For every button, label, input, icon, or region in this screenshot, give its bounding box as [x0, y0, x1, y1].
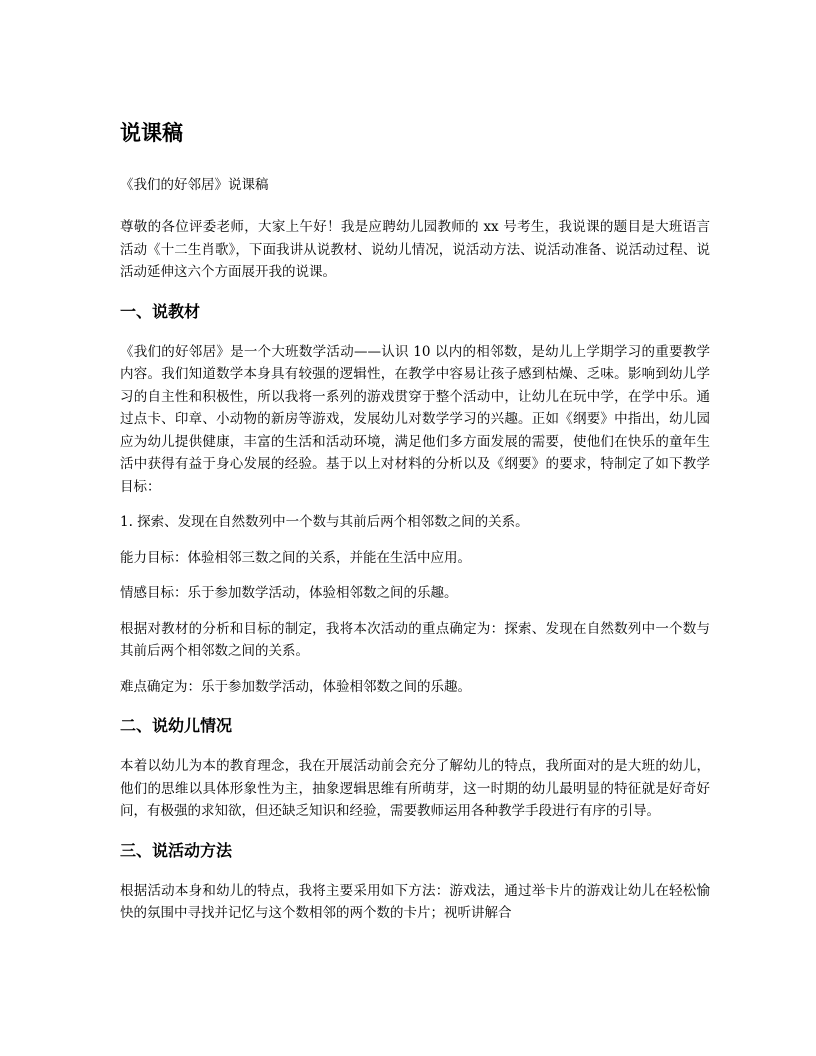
section-heading-methods: 三、说活动方法: [120, 840, 233, 860]
section-heading-teaching-material: 一、说教材: [120, 301, 201, 321]
paragraph: 能力目标：体验相邻三数之间的关系，并能在生活中应用。: [120, 549, 471, 566]
document-body: [120, 118, 710, 938]
paragraph: 《我们的好邻居》是一个大班数学活动——认识 10 以内的相邻数，是幼儿上学期学习的重要教学内容。我们知道数学本身具有较强的逻辑性，在教学中容易让孩子感到枯燥、乏味。影响到幼儿学习的自主性和积极性，所以我将一系列的游戏贯穿于整个活动中，让幼儿在玩中学，在学中乐。通过点卡、印章、小动物的新房等游戏，发展幼儿对数学学习的兴趣。正如《纲要》中指出，幼儿园应为幼儿提供健康，丰富的生活和活动环境，满足他们多方面发展的需要，使他们在快乐的童年生活中获得有益于身心发展的经验。基于以上对材料的分析以及《纲要》的要求，特制定了如下教学目标：: [120, 343, 710, 495]
intro-paragraph: 尊敬的各位评委老师，大家上午好！我是应聘幼儿园教师的 xx 号考生，我说课的题目是大班语言活动《十二生肖歌》，下面我讲从说教材、说幼儿情况，说活动方法、说活动准备、说活动过程、说活动延伸这六个方面展开我的说课。: [120, 219, 710, 280]
document-title: 说课稿: [120, 121, 183, 145]
paragraph: 根据对教材的分析和目标的制定，我将本次活动的重点确定为：探索、发现在自然数列中一个数与其前后两个相邻数之间的关系。: [120, 620, 710, 659]
paragraph: 难点确定为：乐于参加数学活动，体验相邻数之间的乐趣。: [120, 678, 471, 695]
paragraph: 本着以幼儿为本的教育理念，我在开展活动前会充分了解幼儿的特点，我所面对的是大班的幼儿，他们的思维以具体形象性为主，抽象逻辑思维有所萌芽，这一时期的幼儿最明显的特征就是好奇好问，有极强的求知欲，但还缺乏知识和经验，需要教师运用各种教学手段进行有序的引导。: [120, 758, 710, 819]
document-subtitle: 《我们的好邻居》说课稿: [120, 177, 269, 193]
paragraph: 情感目标：乐于参加数学活动，体验相邻数之间的乐趣。: [120, 585, 458, 601]
paragraph: 根据活动本身和幼儿的特点，我将主要采用如下方法：游戏法，通过举卡片的游戏让幼儿在轻松愉快的氛围中寻找并记忆与这个数相邻的两个数的卡片；视听讲解合: [120, 882, 710, 921]
section-heading-children: 二、说幼儿情况: [120, 716, 233, 735]
paragraph: 1. 探索、发现在自然数列中一个数与其前后两个相邻数之间的关系。: [120, 514, 529, 530]
